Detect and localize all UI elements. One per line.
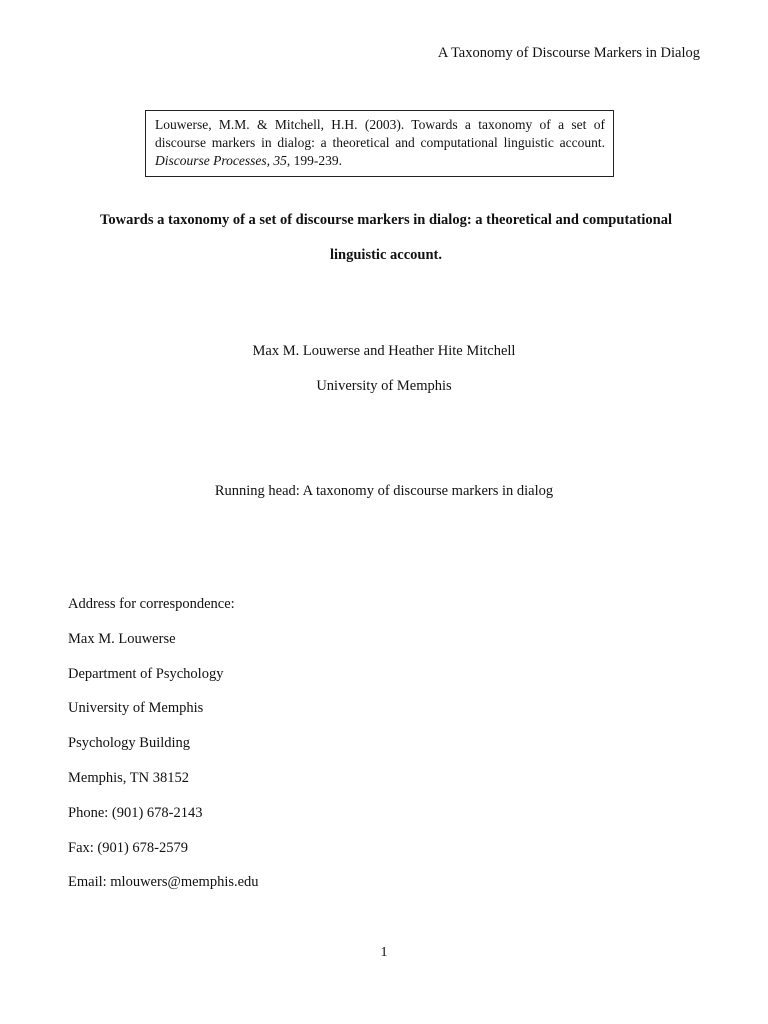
address-heading: Address for correspondence: bbox=[68, 596, 235, 612]
paper-title-line-1: Towards a taxonomy of a set of discourse markers in dialog: a theoretical and computational bbox=[100, 212, 672, 228]
paper-title bbox=[70, 203, 702, 273]
address-line: University of Memphis bbox=[68, 700, 204, 717]
page-number: 1 bbox=[380, 945, 388, 960]
running-header: A Taxonomy of Discourse Markers in Dialog bbox=[437, 45, 700, 61]
running-head: Running head: A taxonomy of discourse markers in dialog bbox=[214, 483, 554, 499]
address-email: Email: mlouwers@memphis.edu bbox=[68, 874, 259, 891]
address-line: Department of Psychology bbox=[68, 665, 224, 682]
address-line: Max M. Louwerse bbox=[68, 630, 176, 647]
affiliation: University of Memphis bbox=[316, 378, 452, 394]
address-phone: Phone: (901) 678-2143 bbox=[68, 804, 203, 821]
citation-box bbox=[145, 110, 614, 177]
paper-title-line-2: linguistic account. bbox=[330, 247, 442, 263]
address-line: Memphis, TN 38152 bbox=[68, 769, 189, 786]
citation-journal: Discourse Processes, 35 bbox=[155, 153, 287, 168]
citation-text: Louwerse, M.M. & Mitchell, H.H. (2003). Towards a taxonomy of a set of discourse markers in dialog: a theoretical and computational linguistic account. bbox=[155, 117, 605, 150]
citation-pages: , 199-239. bbox=[286, 153, 342, 168]
address-line: Psychology Building bbox=[68, 735, 191, 752]
correspondence-address bbox=[68, 587, 259, 900]
address-fax: Fax: (901) 678-2579 bbox=[68, 839, 189, 856]
authors: Max M. Louwerse and Heather Hite Mitchell bbox=[252, 343, 516, 359]
